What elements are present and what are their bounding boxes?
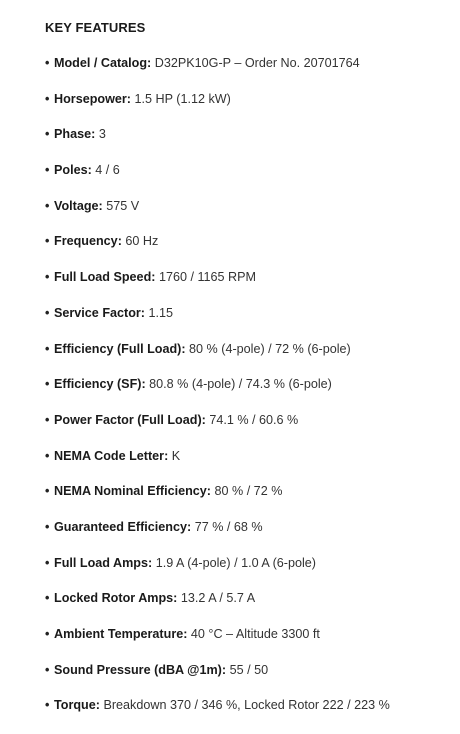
feature-item — [45, 162, 460, 198]
bullet-marker: • — [45, 270, 50, 285]
feature-item — [45, 269, 460, 305]
feature-item — [45, 483, 460, 519]
bullet-marker: • — [45, 484, 50, 499]
feature-label: NEMA Nominal Efficiency: — [54, 484, 211, 499]
bullet-marker: • — [45, 627, 50, 641]
feature-label: Locked Rotor Amps: — [54, 591, 178, 606]
feature-item — [45, 590, 460, 626]
feature-label: Ambient Temperature: — [54, 627, 188, 641]
feature-value: 3 — [98, 127, 106, 142]
feature-value: 575 V — [106, 198, 140, 213]
feature-value: 80.8 % (4-pole) / 74.3 % (6-pole) — [149, 377, 332, 392]
feature-value: 60 Hz — [125, 234, 159, 249]
bullet-marker: • — [45, 698, 50, 713]
feature-value: 4 / 6 — [95, 163, 120, 178]
feature-label: Power Factor (Full Load): — [54, 412, 206, 427]
feature-item — [45, 198, 460, 234]
feature-label: Torque: — [54, 698, 100, 713]
feature-item — [45, 412, 460, 448]
feature-label: Service Factor: — [54, 305, 145, 320]
feature-value: 1.5 HP (1.12 kW) — [134, 91, 231, 106]
feature-label: NEMA Code Letter: — [54, 448, 169, 463]
bullet-marker: • — [45, 305, 50, 320]
feature-label: Full Load Speed: — [54, 270, 156, 285]
feature-label: Poles: — [54, 163, 92, 178]
bullet-marker: • — [45, 341, 50, 356]
feature-item — [45, 697, 460, 733]
feature-item — [45, 233, 460, 269]
feature-item — [45, 305, 460, 341]
bullet-marker: • — [45, 56, 50, 70]
feature-item — [45, 55, 460, 91]
feature-label: Efficiency (Full Load): — [54, 341, 186, 356]
feature-value: 1.15 — [148, 305, 174, 320]
feature-value: 1760 / 1165 RPM — [158, 270, 257, 285]
feature-item — [45, 91, 460, 127]
bullet-marker: • — [45, 234, 50, 249]
bullet-marker: • — [45, 127, 50, 142]
bullet-marker: • — [45, 91, 50, 106]
bullet-marker: • — [45, 662, 50, 677]
feature-item — [45, 662, 460, 698]
feature-value: 80 % (4-pole) / 72 % (6-pole) — [189, 341, 351, 356]
bullet-marker: • — [45, 555, 50, 570]
feature-item — [45, 341, 460, 377]
feature-label: Guaranteed Efficiency: — [54, 519, 192, 534]
feature-label: Efficiency (SF): — [54, 377, 146, 392]
feature-value: 77 % / 68 % — [194, 519, 263, 534]
feature-item — [45, 519, 460, 555]
feature-value: 13.2 A / 5.7 A — [180, 591, 256, 606]
feature-label: Model / Catalog: — [54, 56, 152, 70]
feature-value: 40 °C – Altitude 3300 ft — [190, 627, 320, 641]
feature-item — [45, 555, 460, 591]
bullet-marker: • — [45, 377, 50, 392]
feature-list — [45, 55, 460, 733]
feature-label: Voltage: — [54, 198, 103, 213]
feature-item — [45, 126, 460, 162]
feature-label: Horsepower: — [54, 91, 131, 106]
feature-value: 1.9 A (4-pole) / 1.0 A (6-pole) — [155, 555, 317, 570]
bullet-marker: • — [45, 163, 50, 178]
feature-value: D32PK10G-P – Order No. 20701764 — [154, 56, 360, 70]
feature-item — [45, 376, 460, 412]
feature-value: 55 / 50 — [229, 662, 269, 677]
bullet-marker: • — [45, 412, 50, 427]
feature-label: Sound Pressure (dBA @1m): — [54, 662, 227, 677]
feature-label: Full Load Amps: — [54, 555, 153, 570]
section-heading: KEY FEATURES — [45, 20, 146, 35]
feature-label: Frequency: — [54, 234, 122, 249]
feature-item — [45, 448, 460, 484]
feature-value: Breakdown 370 / 346 %, Locked Rotor 222 / 223 % — [103, 698, 390, 713]
feature-label: Phase: — [54, 127, 96, 142]
bullet-marker: • — [45, 591, 50, 606]
feature-value: 80 % / 72 % — [214, 484, 283, 499]
bullet-marker: • — [45, 448, 50, 463]
feature-value: K — [171, 448, 181, 463]
bullet-marker: • — [45, 198, 50, 213]
feature-item — [45, 626, 460, 662]
feature-value: 74.1 % / 60.6 % — [209, 412, 299, 427]
bullet-marker: • — [45, 519, 50, 534]
